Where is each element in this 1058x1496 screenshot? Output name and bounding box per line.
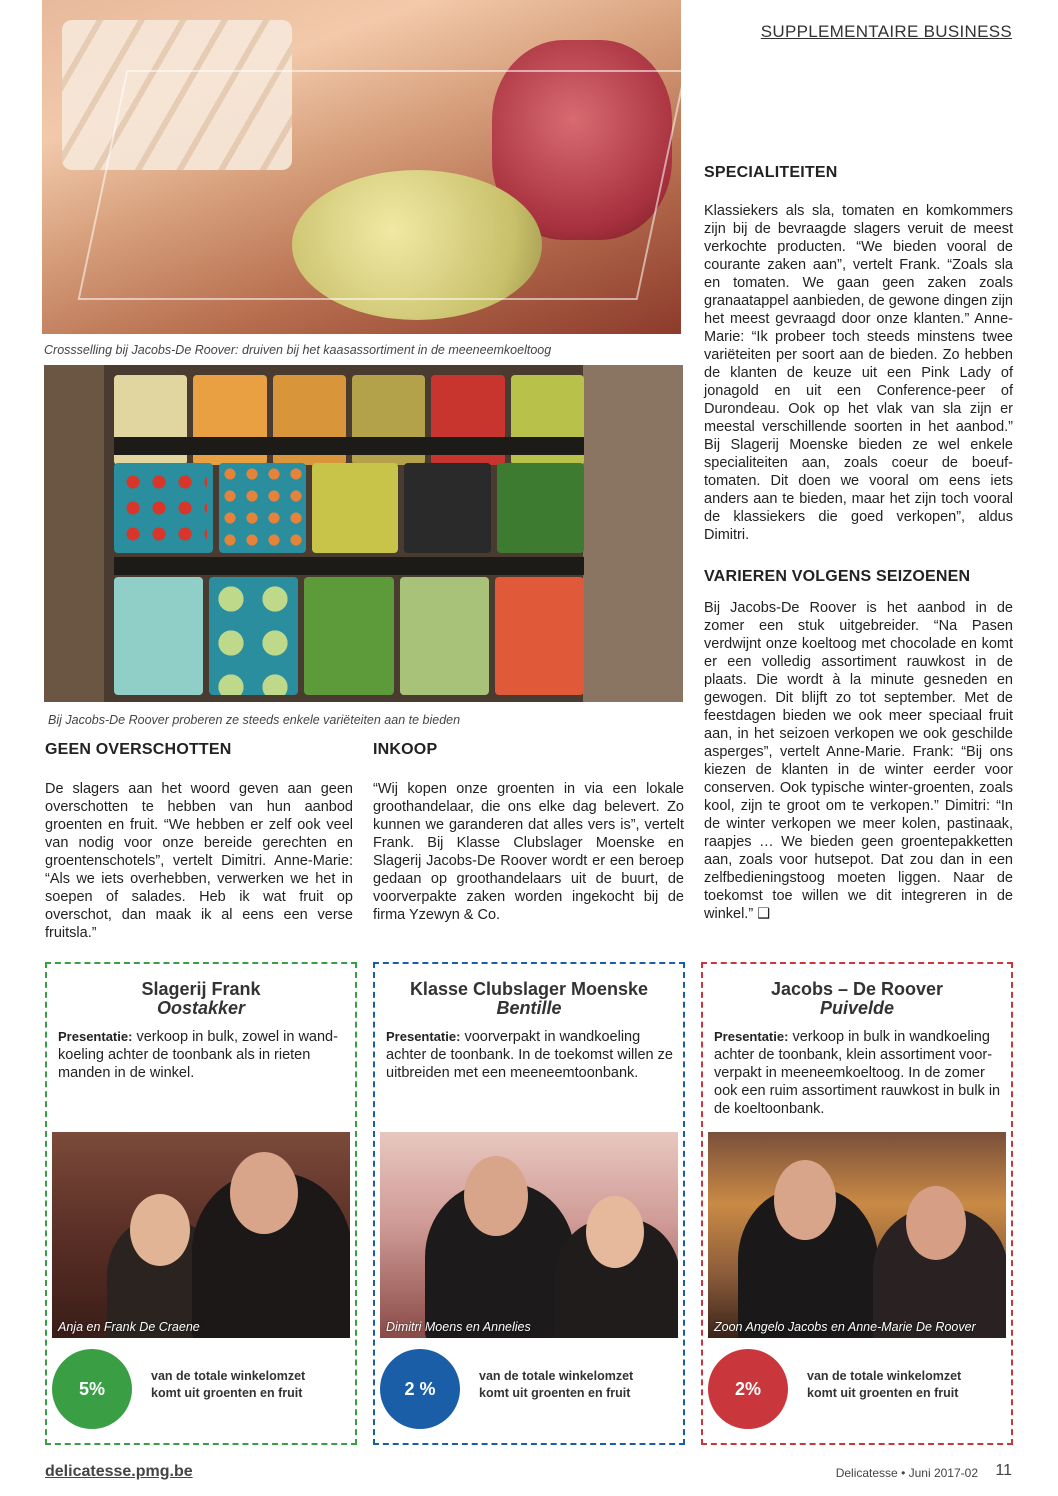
box-location: Oostakker	[156, 998, 246, 1018]
percentage-circle: 2 %	[380, 1349, 460, 1429]
box-presentatie: Presentatie: voorverpakt in wandkoeling achter de toonbank. In de toekomst willen ze uitbreiden met een meeneemtoonbank.	[386, 1029, 673, 1081]
box-title: Jacobs – De Roover Puivelde	[703, 980, 1011, 1018]
percentage-circle: 2%	[708, 1349, 788, 1429]
photo-caption-mid: Bij Jacobs-De Roover proberen ze steeds enkele variëteiten aan te bieden	[48, 713, 461, 727]
percentage-note: van de totale winkelomzet komt uit groenten en fruit	[479, 1369, 634, 1400]
portrait-photo	[708, 1132, 1006, 1338]
photo-vegetable-shelves	[44, 365, 683, 702]
box-slagerij-frank	[45, 962, 357, 1445]
percentage-note: van de totale winkelomzet komt uit groenten en fruit	[151, 1369, 306, 1400]
photo-caption-top: Crossselling bij Jacobs-De Roover: druiven bij het kaasassortiment in de meeneemkoeltoog	[44, 343, 552, 357]
box-location: Bentille	[496, 998, 562, 1018]
photo-cheese-grapes	[42, 0, 681, 334]
percentage-circle: 5%	[52, 1349, 132, 1429]
article-specialiteiten: Klassiekers als sla, tomaten en komkommers zijn bij de bevraagde slagers veruit de meest verkochte producten. “We bieden vooral de courante zaken aan”, vertelt Frank. “Zoals sla en tomaten. We gaan geen zaken zoals granaatappel aanbieden, de gewone dingen zijn het meest gevraagd door onze klanten.” Anne-Marie: “Ik probeer toch steeds minstens twee variëteiten per soort aan de bieden. Zo hebben de klanten de keuze uit een Pink Lady of jonagold en uit een Conference-peer of Durondeau. Ook op het vlak van sla zijn er meestal verschillende soorten in het aanbod.” Bij Slagerij Moenske bieden ze wel enkele specialiteiten aan, zoals coeur de boeuf-tomaten. Dit doen we vooral om eens iets anders aan te bieden, maar het zijn toch vooral de klassiekers die goed verkopen”, aldus Dimitri.	[704, 203, 1013, 543]
article-geen-overschotten: De slagers aan het woord geven aan geen overschotten te hebben van hun aanbod groenten en fruit. “We hebben er zelf ook veel van nodig voor onze bereide gerechten en groentenschotels”, vertelt Dimitri. Anne-Marie: “Als we iets overhebben, verwerken we het in soepen of salades. Heb ik wat fruit op overschot, dan maak ik al eens een verse fruitsla.”	[45, 781, 353, 941]
glass-counter	[78, 70, 681, 300]
box-jacobs-de-roover	[701, 962, 1013, 1445]
article-inkoop: “Wij kopen onze groenten in via een lokale groothandelaar, die ons elke dag belevert. Zo kunnen we garanderen dat alles vers is”, vertelt Frank. Bij Klasse Clubslager Moenske en Slagerij Jacobs-De Roover wordt er een beroep gedaan op groothandelaars uit de buurt, de voorverpakte zaken worden ingekocht bij de firma Yzewyn & Co.	[373, 781, 684, 923]
heading-inkoop: INKOOP	[373, 741, 438, 758]
shelf-greens	[114, 577, 584, 695]
box-title: Klasse Clubslager Moenske Bentille	[375, 980, 683, 1018]
portrait-photo	[52, 1132, 350, 1338]
heading-varieren-seizoenen: VARIEREN VOLGENS SEIZOENEN	[704, 568, 971, 585]
footer-website-link[interactable]: delicatesse.pmg.be	[45, 1463, 193, 1480]
shelf-vegetables	[114, 463, 584, 553]
price-labels-top	[114, 437, 584, 455]
portrait-photo	[380, 1132, 678, 1338]
box-presentatie: Presentatie: verkoop in bulk, zowel in wand-koeling achter de toonbank als in rieten manden in de winkel.	[58, 1029, 338, 1081]
heading-specialiteiten: SPECIALITEITEN	[704, 164, 838, 181]
box-presentatie: Presentatie: verkoop in bulk in wandkoeling achter de toonbank, klein assortiment voor-verpakt in meeneemkoeltoog. In de zomer ook een ruim assortiment rauwkost in bulk in de koeltoonbank.	[714, 1029, 1001, 1117]
heading-geen-overschotten: GEEN OVERSCHOTTEN	[45, 741, 232, 758]
footer-issue: Delicatesse • Juni 2017-02	[835, 1466, 978, 1480]
page-number: 11	[995, 1462, 1012, 1479]
box-title: Slagerij Frank Oostakker	[47, 980, 355, 1018]
section-label: SUPPLEMENTAIRE BUSINESS	[760, 22, 1012, 41]
article-varieren-seizoenen: Bij Jacobs-De Roover is het aanbod in de zomer een stuk uitgebreider. “Na Pasen verdwijnt onze koeltoog met chocolade en komt er een volledig assortiment rauwkost in de plaats. Die wordt à la minute gesneden en gewogen. Dit blijft zo tot september. Met de feestdagen bieden we ook meer speciaal fruit aan, in het seizoen verkopen we ook geschilde asperges”, vertelt Anne-Marie. Frank: “Bij ons kiezen de klanten in de winter eerder voor conserven. Ook typische winter-groenten, zoals kool, zijn te groot om te verkopen.” Dimitri: “In de winter verkopen we meer kolen, pastinaak, raapjes … We bieden geen groentepakketten aan, zoals voor hutsepot. Dat zou dan in een zelfbedieningstoog moeten liggen. Naar de toekomst toe willen we dit integreren in de winkel.” ❑	[704, 600, 1013, 922]
box-location: Puivelde	[819, 998, 895, 1018]
box-klasse-clubslager-moenske	[373, 962, 685, 1445]
price-labels-mid	[114, 557, 584, 575]
portrait-caption: Dimitri Moens en Annelies	[386, 1320, 531, 1334]
percentage-note: van de totale winkelomzet komt uit groenten en fruit	[807, 1369, 962, 1400]
portrait-caption: Anja en Frank De Craene	[58, 1320, 200, 1334]
portrait-caption: Zoon Angelo Jacobs en Anne-Marie De Roover	[714, 1320, 976, 1334]
